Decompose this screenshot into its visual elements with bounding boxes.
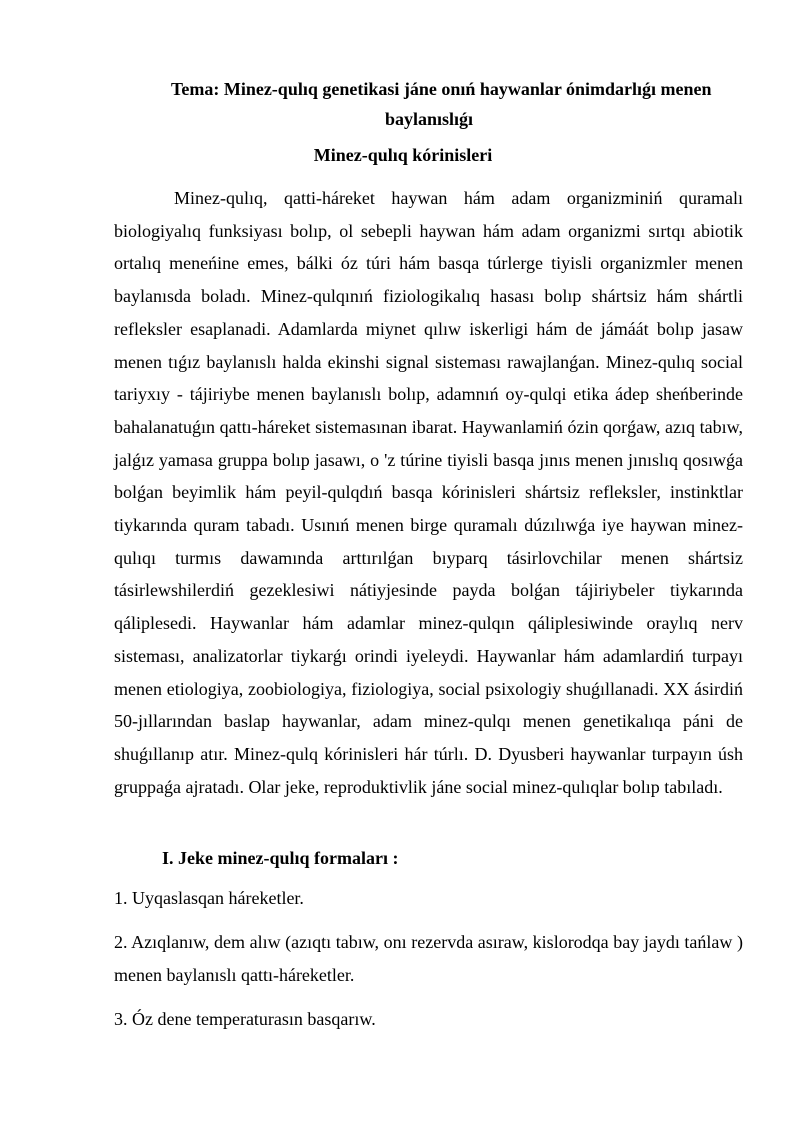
section-heading: I. Jeke minez-qulıq formaları : [162, 848, 399, 868]
main-paragraph: Minez-qulıq, qatti-háreket haywan hám adam organizminiń quramalı biologiyalıq funksiyası bolıp, ol sebepli haywan hám adam organizmi sırtqı abiotik ortalıq meneńine emes, bálki óz túri hám basqa túrlerge tiyisli organizmler menen baylanısda boladı. Minez-qulqınıń fiziologikalıq hasası bolıp shártsiz hám shártli refleksler esaplanadi. Adamlarda miynet qılıw iskerligi hám de jámáát bolıp jasaw menen tıǵız baylanıslı halda ekinshi signal sisteması rawajlanǵan. Minez-qulıq social tariyxıy - tájiriybe menen baylanıslı bolıp, adamnıń oy-qulqi etika ádep sheńberinde bahalanatuǵın qattı-háreket sistemasınan ibarat. Haywanlamiń ózin qorǵaw, azıq tabıw, jalǵız yamasa gruppa bolıp jasawı, o 'z túrine tiyisli basqa jınıs menen jınıslıq qosıwǵa bolǵan beyimlik hám peyil-qulqdıń basqa kórinisleri shártsiz refleksler, instinktlar tiykarında quram tabadı. Usınıń menen birge quramalı dúzılıwǵa iye haywan minez-qulıqı turmıs dawamında arttırılǵan bıyparq tásirlovchilar menen shártsiz tásirlewshilerdiń gezeklesiwi nátiyjesinde payda bolǵan tájiriybeler tiykarında qáliplesedi. Haywanlar hám adamlar minez-qulqın qáliplesiwinde oraylıq nerv sisteması, analizatorlar tiykarǵı orindi iyeleydi. Haywanlar hám adamlardiń turpayı menen etiologiya, zoobiologiya, fiziologiya, social psixologiy shuǵıllanadi. XX ásirdiń 50-jıllarından baslap haywanlar, adam minez-qulqı menen genetikalıqa páni de shuǵıllanıp atır. Minez-qulq kórinisleri hár túrlı. D. Dyusberi haywanlar turpayın úsh gruppaǵa ajratadı. Olar jeke, reproduktivlik jáne social minez-qulıqlar bolıp tabıladı. [114, 188, 743, 797]
list-item: 2. Azıqlanıw, dem alıw (azıqtı tabıw, onı rezervda asıraw, kislorodqa bay jaydı tańlaw ) menen baylanıslı qattı-háreketler. [114, 932, 743, 985]
list-item: 1. Uyqaslasqan háreketler. [114, 888, 304, 908]
document-subtitle: Minez-qulıq kórinisleri [313, 145, 493, 165]
document-title-line-2: baylanıslıǵı [384, 109, 474, 129]
list-item: 3. Óz dene temperaturasın basqarıw. [114, 1009, 376, 1029]
document-title-line-1: Tema: Minez-qulıq genetikasi jáne onıń haywanlar ónimdarlıǵı menen [171, 79, 712, 99]
